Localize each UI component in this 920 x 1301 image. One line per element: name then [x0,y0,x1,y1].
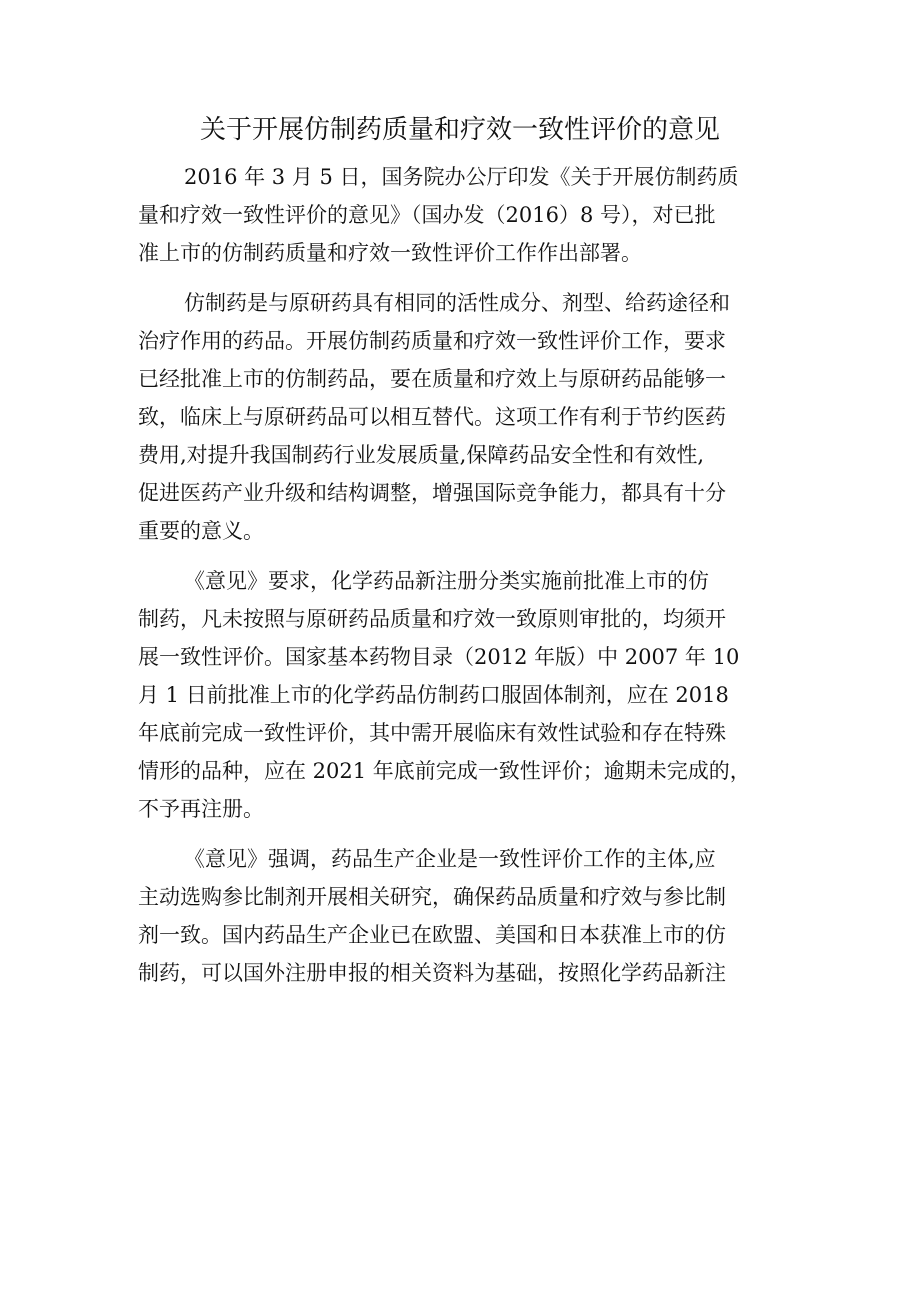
paragraph-line: 主动选购参比制剂开展相关研究，确保药品质量和疗效与参比制 [138,885,726,909]
paragraph-line: 治疗作用的药品。开展仿制药质量和疗效一致性评价工作，要求 [138,329,726,353]
paragraph-line: 制药，凡未按照与原研药品质量和疗效一致原则审批的，均须开 [138,607,726,631]
paragraph-3 [138,562,798,828]
paragraph-line: 剂一致。国内药品生产企业已在欧盟、美国和日本获准上市的仿 [138,923,726,947]
paragraph-line: 《意见》要求，化学药品新注册分类实施前批准上市的仿 [184,569,709,593]
paragraph-4 [138,840,798,992]
paragraph-line: 重要的意义。 [138,519,264,543]
document-body [138,158,798,994]
paragraph-line: 仿制药是与原研药具有相同的活性成分、剂型、给药途径和 [184,291,730,315]
paragraph-line: 准上市的仿制药质量和疗效一致性评价工作作出部署。 [138,241,642,265]
paragraph-line: 不予再注册。 [138,797,264,821]
paragraph-1 [138,158,798,272]
paragraph-line: 《意见》强调，药品生产企业是一致性评价工作的主体,应 [184,847,716,871]
paragraph-line: 2016 年 3 月 5 日，国务院办公厅印发《关于开展仿制药质 [184,165,739,189]
paragraph-line: 促进医药产业升级和结构调整，增强国际竞争能力，都具有十分 [138,481,726,505]
paragraph-line: 费用,对提升我国制药行业发展质量,保障药品安全性和有效性, [138,443,705,467]
paragraph-line: 制药，可以国外注册申报的相关资料为基础，按照化学药品新注 [138,961,726,985]
paragraph-line: 月 1 日前批准上市的化学药品仿制药口服固体制剂，应在 2018 [138,683,729,707]
paragraph-line: 致，临床上与原研药品可以相互替代。这项工作有利于节约医药 [138,405,726,429]
paragraph-line: 年底前完成一致性评价，其中需开展临床有效性试验和存在特殊 [138,721,726,745]
document-title: 关于开展仿制药质量和疗效一致性评价的意见 [199,115,720,145]
paragraph-line: 展一致性评价。国家基本药物目录（2012 年版）中 2007 年 10 [138,645,740,669]
paragraph-line: 已经批准上市的仿制药品，要在质量和疗效上与原研药品能够一 [138,367,726,391]
paragraph-2 [138,284,798,550]
paragraph-line: 情形的品种，应在 2021 年底前完成一致性评价；逾期未完成的， [138,759,751,783]
paragraph-line: 量和疗效一致性评价的意见》（国办发（2016）8 号），对已批 [138,203,716,227]
